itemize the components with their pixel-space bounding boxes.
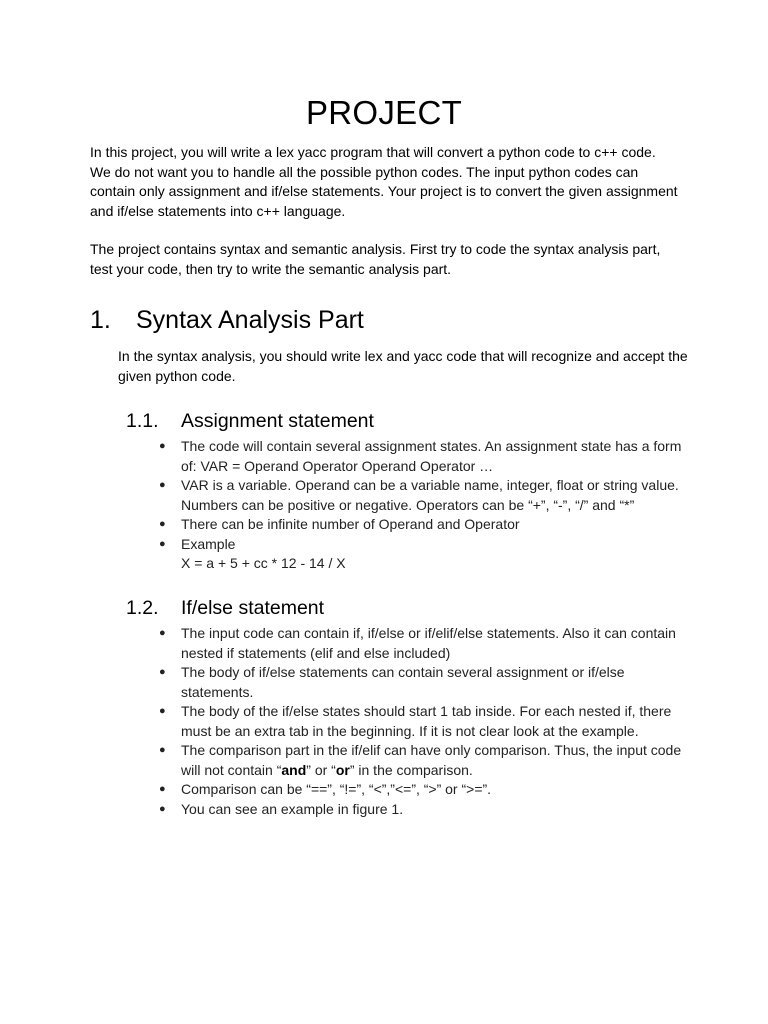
bullet-icon: ● <box>159 627 166 639</box>
ifelse-bullet-list <box>0 624 768 819</box>
subsection-1-2-heading <box>126 595 324 621</box>
subsection-1-1-title: Assignment statement <box>181 410 374 432</box>
subsection-1-2-title: If/else statement <box>181 597 325 619</box>
section-1-number: 1. <box>90 306 111 334</box>
list-item: ● VAR is a variable. Operand can be a variable name, integer, float or string value. Numbers can be positive or negative. Operators can be “+”, “-”, “/” and “*” <box>159 477 679 513</box>
keyword-and: and <box>281 761 307 778</box>
subsection-1-1-heading <box>126 408 374 434</box>
list-item: ● The comparison part in the if/elif can have only comparison. Thus, the input code will not contain “and” or “or” in the comparison. <box>159 742 682 778</box>
section-1-heading <box>90 303 364 337</box>
bullet-icon: ● <box>159 440 166 452</box>
list-item: ● There can be infinite number of Operand and Operator <box>0 515 691 535</box>
subsection-1-1-number: 1.1. <box>126 410 159 432</box>
section-1-intro: In the syntax analysis, you should write lex and yacc code that will recognize and accept the given python code. <box>118 348 688 384</box>
code-example: X = a + 5 + cc * 12 - 14 / X <box>181 555 346 571</box>
bullet-icon: ● <box>159 783 166 795</box>
page-title: PROJECT <box>305 94 463 131</box>
intro-paragraph-1: In this project, you will write a lex yacc program that will convert a python code to c++ code. We do not want you to handle all the possible python codes. The input python codes can contain only assignment and if/else statements. Your project is to convert the given assignment and if/else statements into c++ language. <box>90 144 678 219</box>
keyword-or: or <box>335 761 350 778</box>
bullet-icon: ● <box>159 705 166 717</box>
intro-paragraph-2: The project contains syntax and semantic analysis. First try to code the syntax analysis part, test your code, then try to write the semantic analysis part. <box>90 241 661 277</box>
list-item: ● The body of the if/else states should start 1 tab inside. For each nested if, there must be an extra tab in the beginning. If it is not clear look at the example. <box>159 703 672 739</box>
bullet-icon: ● <box>159 802 166 815</box>
bullet-icon: ● <box>159 537 166 550</box>
list-item: ● The body of if/else statements can contain several assignment or if/else statements. <box>159 664 625 700</box>
list-item: ● Example X = a + 5 + cc * 12 - 14 / X <box>0 535 691 574</box>
section-1-title: Syntax Analysis Part <box>136 306 364 334</box>
bullet-icon: ● <box>159 666 166 678</box>
bullet-icon: ● <box>159 518 166 530</box>
list-item: ● The code will contain several assignment states. An assignment state has a form of: VAR = Operand Operator Operand Operator … <box>159 438 682 474</box>
subsection-1-2-number: 1.2. <box>126 597 159 619</box>
list-item: ● The input code can contain if, if/else or if/elif/else statements. Also it can contain nested if statements (elif and else included) <box>159 625 676 661</box>
list-item: ● Comparison can be “==”, “!=”, “<”,”<=”, “>” or “>=”. <box>0 780 691 800</box>
bullet-icon: ● <box>159 479 166 491</box>
bullet-icon: ● <box>159 744 166 756</box>
list-item: ● You can see an example in figure 1. <box>0 800 691 820</box>
assignment-bullet-list <box>0 437 768 574</box>
